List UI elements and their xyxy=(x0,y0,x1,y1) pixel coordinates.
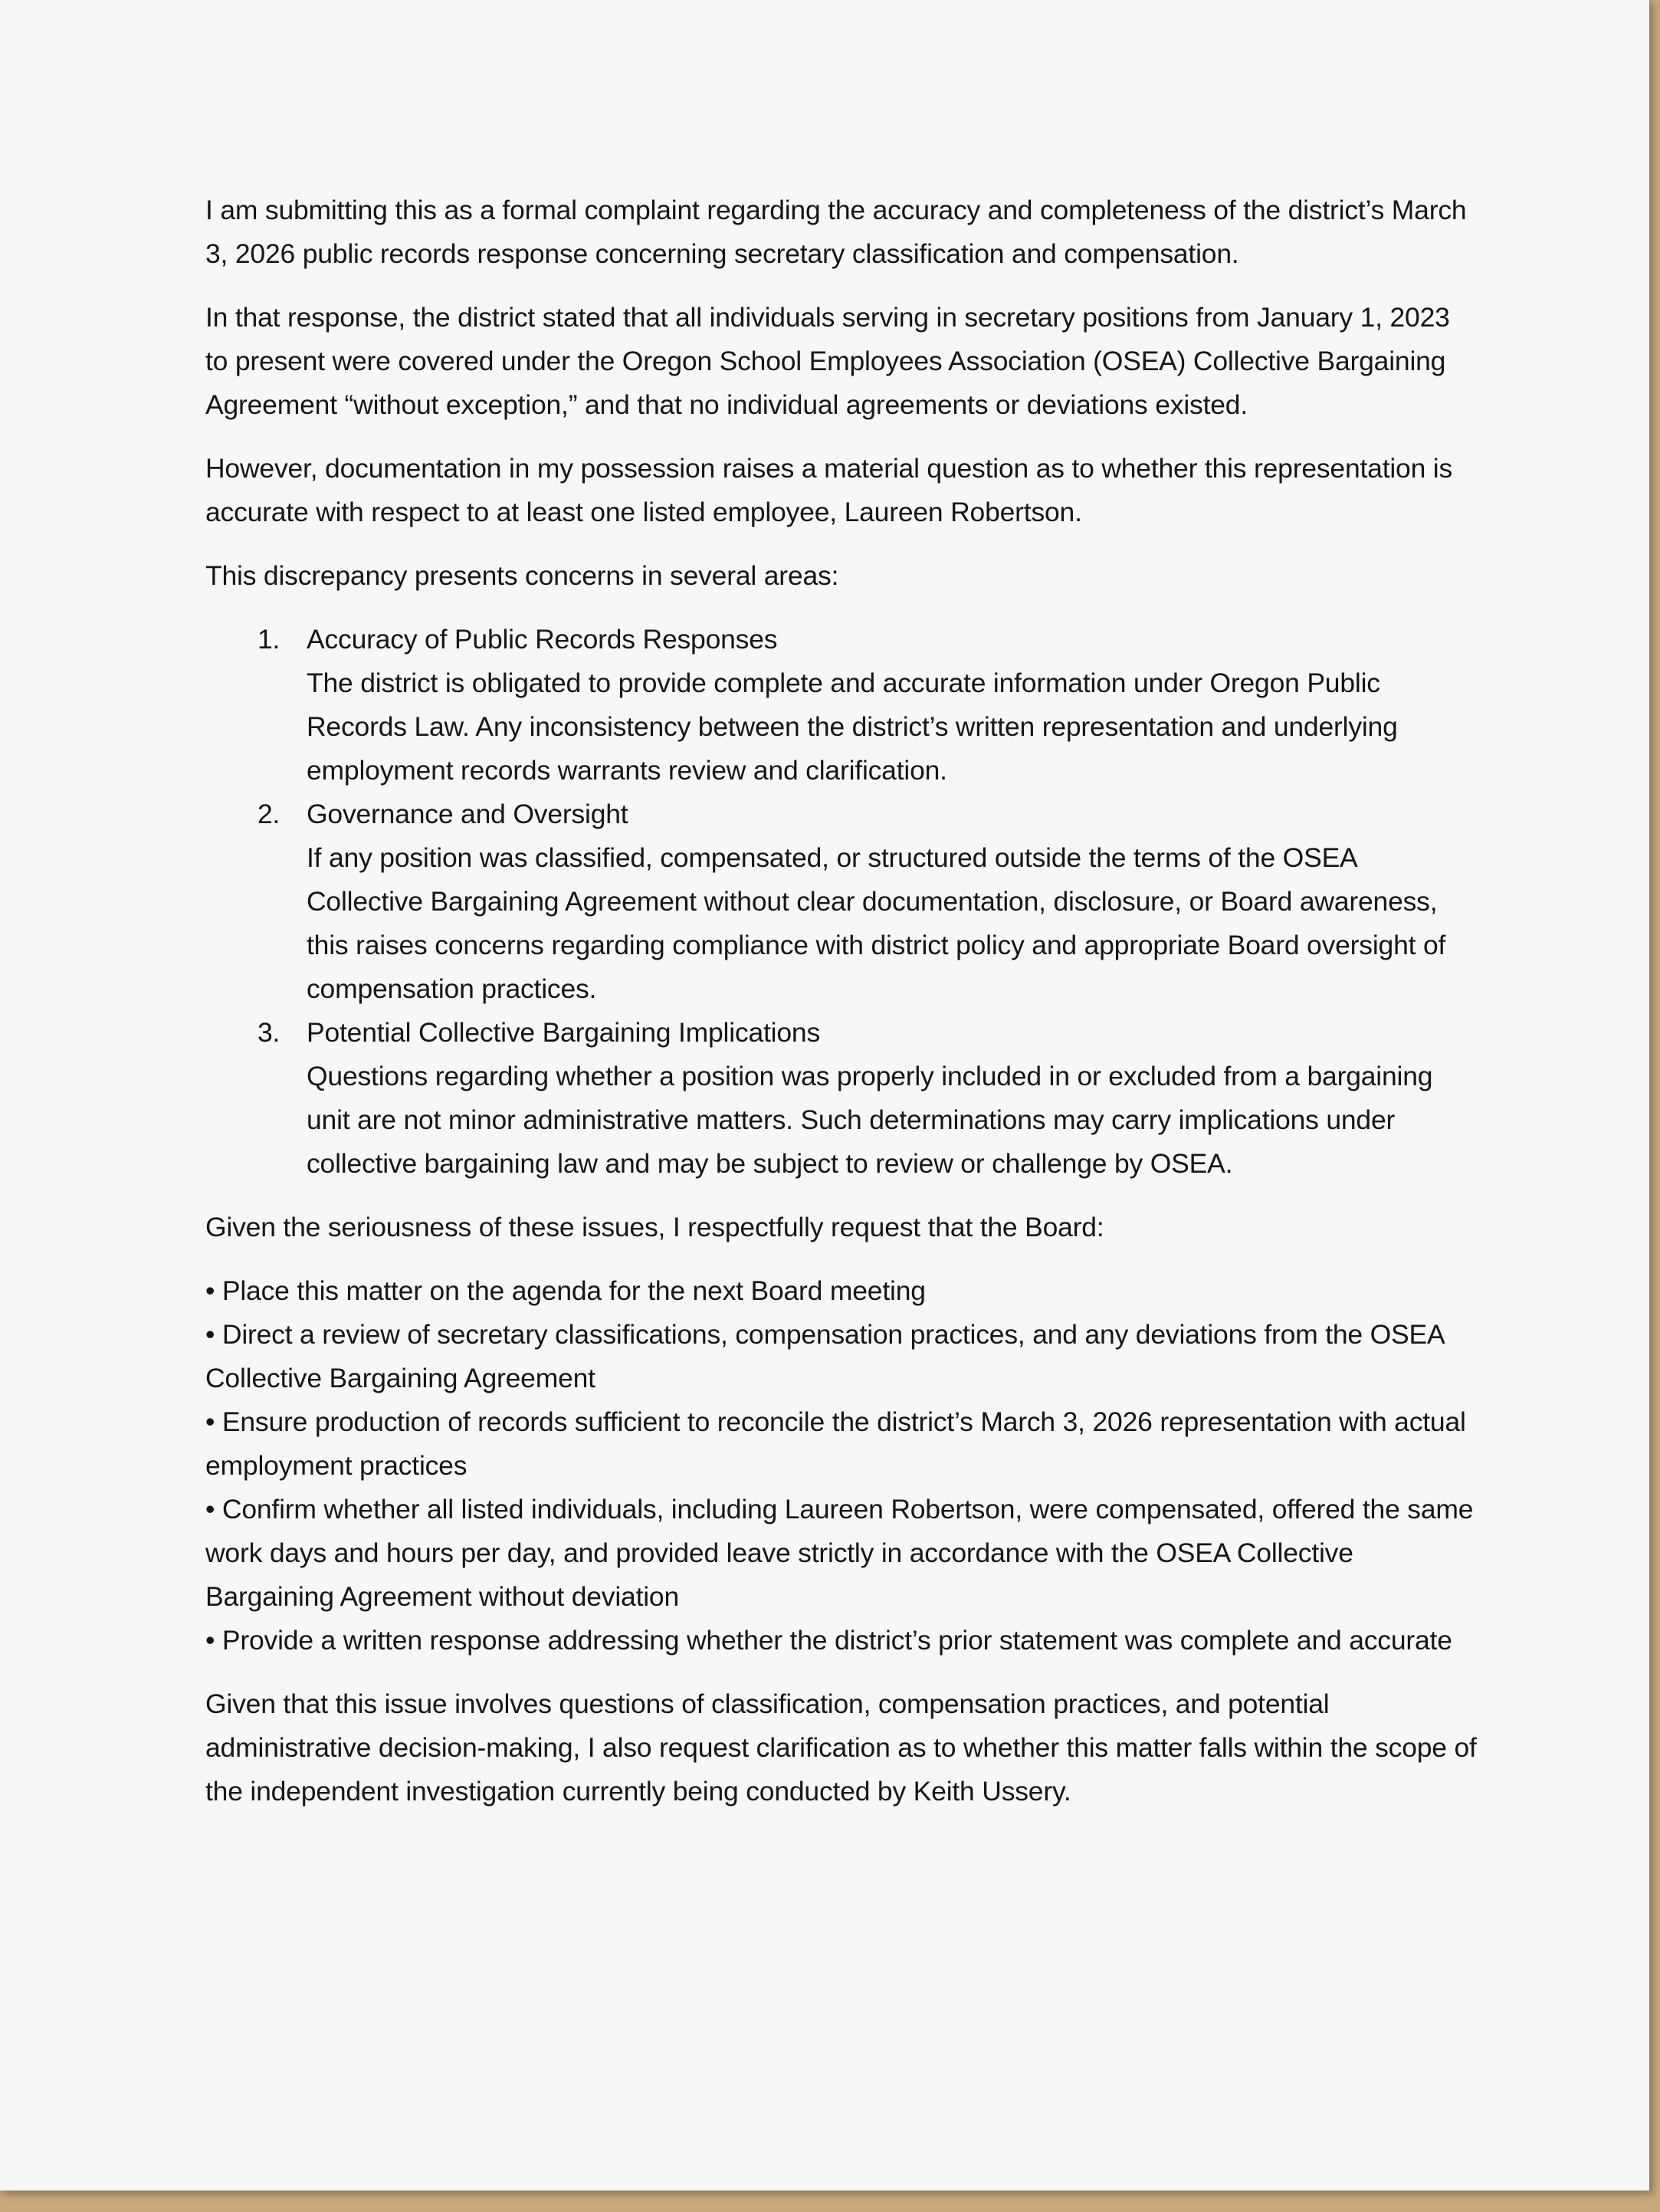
concern-title: Accuracy of Public Records Responses xyxy=(307,624,778,655)
however-paragraph: However, documentation in my possession raises a material question as to whether this representation is accurate with respect to at least one listed employee, Laureen Robertson. xyxy=(205,453,1453,527)
intro-paragraph: I am submitting this as a formal complaint regarding the accuracy and completeness of the district’s March 3, 2026 public records response concerning secretary classification and compensation. xyxy=(205,195,1467,269)
concerns-list xyxy=(205,618,1478,1186)
request-item: • Place this matter on the agenda for the next Board meeting xyxy=(205,1275,926,1306)
concern-body: Questions regarding whether a position was properly included in or excluded from a bargaining unit are not minor administrative matters. Such determinations may carry implications under collective bargaining law and may be subject to review or challenge by OSEA. xyxy=(307,1061,1433,1179)
concern-number: 3. xyxy=(258,1017,280,1048)
discrepancy-intro: This discrepancy presents concerns in several areas: xyxy=(205,560,839,591)
concern-body: If any position was classified, compensated, or structured outside the terms of the OSEA Collective Bargaining Agreement without clear documentation, disclosure, or Board awareness, this raises concerns regarding compliance with district policy and appropriate Board oversight of compensation practices. xyxy=(307,842,1446,1004)
concern-title: Potential Collective Bargaining Implications xyxy=(307,1017,820,1048)
concern-number: 1. xyxy=(258,624,280,655)
concern-body: The district is obligated to provide complete and accurate information under Oregon Public Records Law. Any inconsistency between the district’s written representation and underlying employment records warrants review and clarification. xyxy=(307,668,1398,786)
requests-list xyxy=(205,1269,1478,1662)
request-item: • Confirm whether all listed individuals, including Laureen Robertson, were compensated, offered the same work days and hours per day, and provided leave strictly in accordance with the OSEA Collective Bargaining Agreement without deviation xyxy=(205,1494,1474,1612)
response-paragraph: In that response, the district stated that all individuals serving in secretary positions from January 1, 2023 to present were covered under the Oregon School Employees Association (OSEA) Collective Bargaining Agreement “without exception,” and that no individual agreements or deviations existed. xyxy=(205,302,1450,420)
concern-item xyxy=(205,618,1478,793)
request-item: • Ensure production of records sufficient to reconcile the district’s March 3, 2026 representation with actual employment practices xyxy=(205,1406,1466,1481)
request-item: • Direct a review of secretary classifications, compensation practices, and any deviations from the OSEA Collective Bargaining Agreement xyxy=(205,1319,1444,1393)
request-intro: Given the seriousness of these issues, I respectfully request that the Board: xyxy=(205,1212,1104,1242)
letter-body xyxy=(205,189,1478,1813)
concern-item xyxy=(205,1011,1478,1186)
concern-number: 2. xyxy=(258,799,280,829)
concern-title: Governance and Oversight xyxy=(307,799,628,829)
request-item: • Provide a written response addressing whether the district’s prior statement was complete and accurate xyxy=(205,1625,1452,1656)
concern-item xyxy=(205,793,1478,1011)
closing-paragraph: Given that this issue involves questions of classification, compensation practices, and potential administrative decision-making, I also request clarification as to whether this matter falls within the scope of the independent investigation currently being conducted by Keith Ussery. xyxy=(205,1689,1477,1807)
